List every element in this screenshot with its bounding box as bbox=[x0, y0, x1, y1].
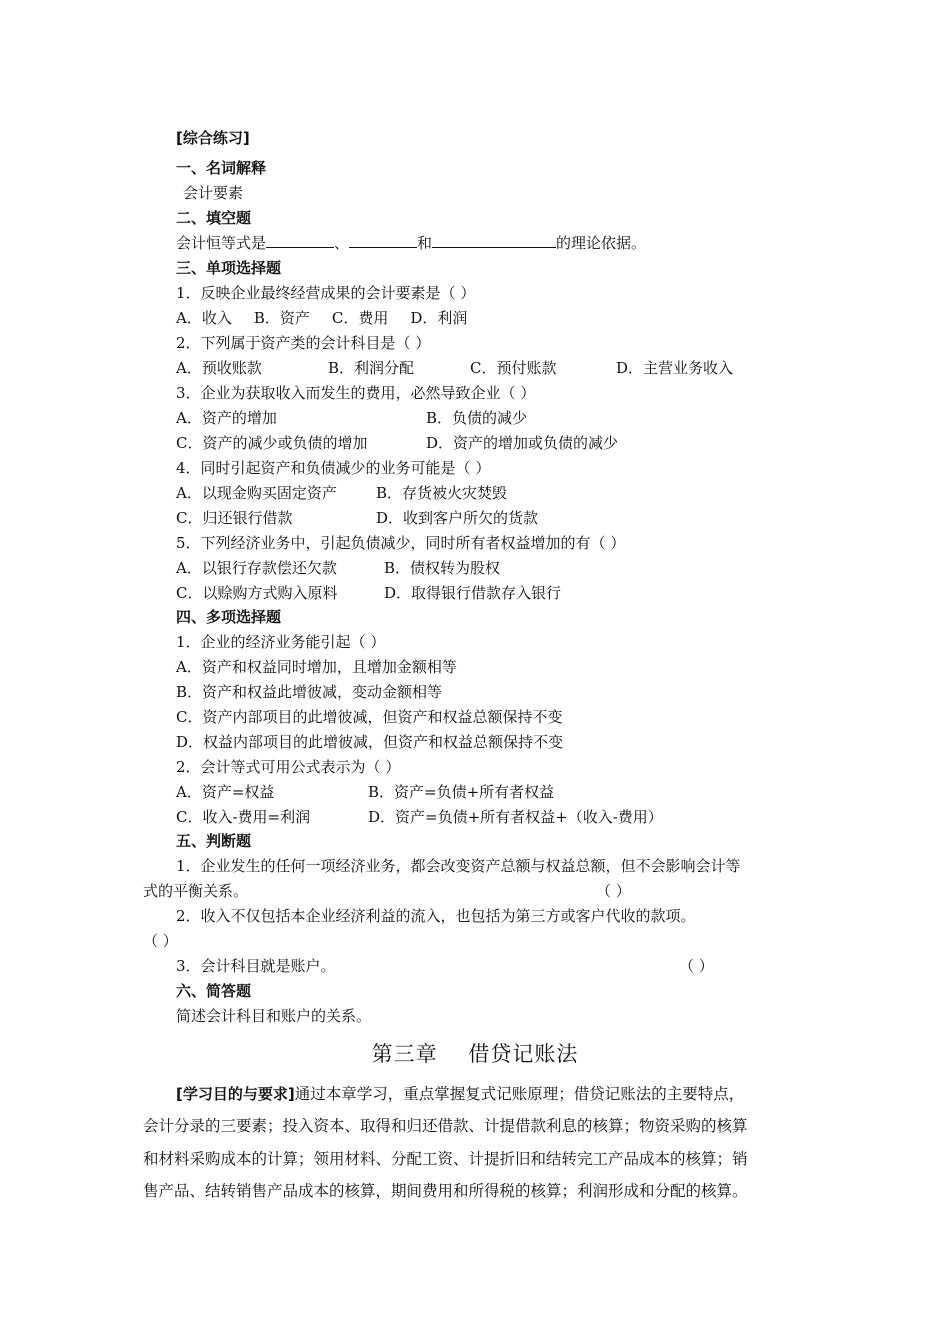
objectives-line: 会计分录的三要素；投入资本、取得和归还借款、计提借款利息的核算；物资采购的核算 bbox=[143, 1117, 748, 1135]
option: C．归还银行借款 bbox=[176, 509, 293, 527]
answer-parens: （ ） bbox=[596, 882, 631, 900]
options-row bbox=[176, 483, 507, 503]
option: B．存货被火灾焚毁 bbox=[376, 484, 508, 502]
options-row bbox=[176, 308, 467, 328]
objectives-label: [学习目的与要求] bbox=[176, 1085, 295, 1103]
option: D．资产的增加或负债的减少 bbox=[426, 434, 619, 452]
blank-2 bbox=[349, 233, 417, 248]
option: C．资产内部项目的此增彼减，但资产和权益总额保持不变 bbox=[176, 708, 563, 726]
option: A．预收账款 bbox=[176, 359, 262, 377]
option: C．费用 bbox=[331, 309, 389, 327]
section-3-title: 三、单项选择题 bbox=[176, 259, 282, 277]
fill-text-2: 、 bbox=[334, 234, 350, 252]
section-4-title: 四、多项选择题 bbox=[176, 608, 282, 626]
options-row bbox=[176, 408, 527, 428]
option: A．资产=权益 bbox=[176, 783, 275, 801]
option: D．主营业务收入 bbox=[616, 359, 734, 377]
judge-question: 1．企业发生的任何一项经济业务，都会改变资产总额与权益总额，但不会影响会计等 bbox=[176, 857, 741, 875]
option: D．取得银行借款存入银行 bbox=[384, 584, 562, 602]
option: C．资产的减少或负债的增加 bbox=[176, 434, 368, 452]
fill-text-3: 和 bbox=[417, 234, 433, 252]
question: 3．企业为获取收入而发生的费用，必然导致企业（ ） bbox=[176, 384, 536, 402]
question: 1．反映企业最终经营成果的会计要素是（ ） bbox=[176, 284, 476, 302]
option: A．收入 bbox=[176, 309, 232, 327]
section-1-title: 一、名词解释 bbox=[176, 159, 267, 177]
judge-question: 2．收入不仅包括本企业经济利益的流入，也包括为第三方或客户代收的款项。 bbox=[176, 907, 696, 925]
objectives-line bbox=[176, 1082, 840, 1107]
fill-text-4: 的理论依据。 bbox=[556, 234, 647, 252]
objectives-line: 售产品、结转销售产品成本的核算，期间费用和所得税的核算；利润形成和分配的核算。 bbox=[143, 1182, 748, 1200]
answer-parens: （ ） bbox=[143, 932, 178, 950]
blank-3 bbox=[432, 233, 556, 248]
answer-parens: （ ） bbox=[679, 957, 714, 975]
option: B．资产=负债+所有者权益 bbox=[368, 783, 555, 801]
option: B．负债的减少 bbox=[426, 409, 528, 427]
option: A．资产的增加 bbox=[176, 409, 277, 427]
heading: [综合练习] bbox=[176, 129, 250, 147]
question: 1．企业的经济业务能引起（ ） bbox=[176, 633, 386, 651]
option: B．资产和权益此增彼减，变动金额相等 bbox=[176, 683, 443, 701]
objectives-line: 和材料采购成本的计算；领用材料、分配工资、计提折旧和结转完工产品成本的核算；销 bbox=[143, 1150, 748, 1168]
judge-question: 3．会计科目就是账户。 bbox=[176, 957, 336, 975]
chapter-title: 第三章 借贷记账法 bbox=[371, 1042, 579, 1066]
options-row bbox=[176, 807, 663, 827]
option: C．以赊购方式购入原料 bbox=[176, 584, 338, 602]
options-row bbox=[176, 508, 538, 528]
question: 2．下列属于资产类的会计科目是（ ） bbox=[176, 334, 431, 352]
options-row bbox=[176, 583, 561, 603]
question: 2．会计等式可用公式表示为（ ） bbox=[176, 758, 401, 776]
section-1-item: 会计要素 bbox=[183, 184, 244, 202]
question: 4．同时引起资产和负债减少的业务可能是（ ） bbox=[176, 459, 491, 477]
option: D．收到客户所欠的货款 bbox=[376, 509, 539, 527]
option: B．利润分配 bbox=[328, 359, 415, 377]
option: D．权益内部项目的此增彼减，但资产和权益总额保持不变 bbox=[176, 733, 564, 751]
fill-text-1: 会计恒等式是 bbox=[176, 234, 267, 252]
judge-question-continued: 式的平衡关系。 bbox=[143, 882, 249, 900]
option: B．资产 bbox=[253, 309, 310, 327]
option: B．债权转为股权 bbox=[384, 559, 501, 577]
option: D．利润 bbox=[410, 309, 468, 327]
option: A．以现金购买固定资产 bbox=[176, 484, 337, 502]
options-row bbox=[176, 433, 618, 453]
fill-blank-question bbox=[176, 233, 646, 253]
section-6-item: 简述会计科目和账户的关系。 bbox=[176, 1007, 372, 1025]
option: A．以银行存款偿还欠款 bbox=[176, 559, 337, 577]
section-2-title: 二、填空题 bbox=[176, 209, 252, 227]
section-5-title: 五、判断题 bbox=[176, 832, 252, 850]
options-row bbox=[176, 358, 733, 378]
option: D．资产=负债+所有者权益+（收入-费用） bbox=[368, 808, 663, 826]
options-row bbox=[176, 782, 554, 802]
objectives-text: 通过本章学习，重点掌握复式记账原理；借贷记账法的主要特点， bbox=[294, 1085, 745, 1103]
option: A．资产和权益同时增加，且增加金额相等 bbox=[176, 658, 457, 676]
options-row bbox=[176, 558, 500, 578]
section-6-title: 六、简答题 bbox=[176, 982, 252, 1000]
option: C．预付账款 bbox=[470, 359, 557, 377]
blank-1 bbox=[266, 233, 334, 248]
question: 5．下列经济业务中，引起负债减少，同时所有者权益增加的有（ ） bbox=[176, 534, 626, 552]
option: C．收入-费用=利润 bbox=[176, 808, 311, 826]
